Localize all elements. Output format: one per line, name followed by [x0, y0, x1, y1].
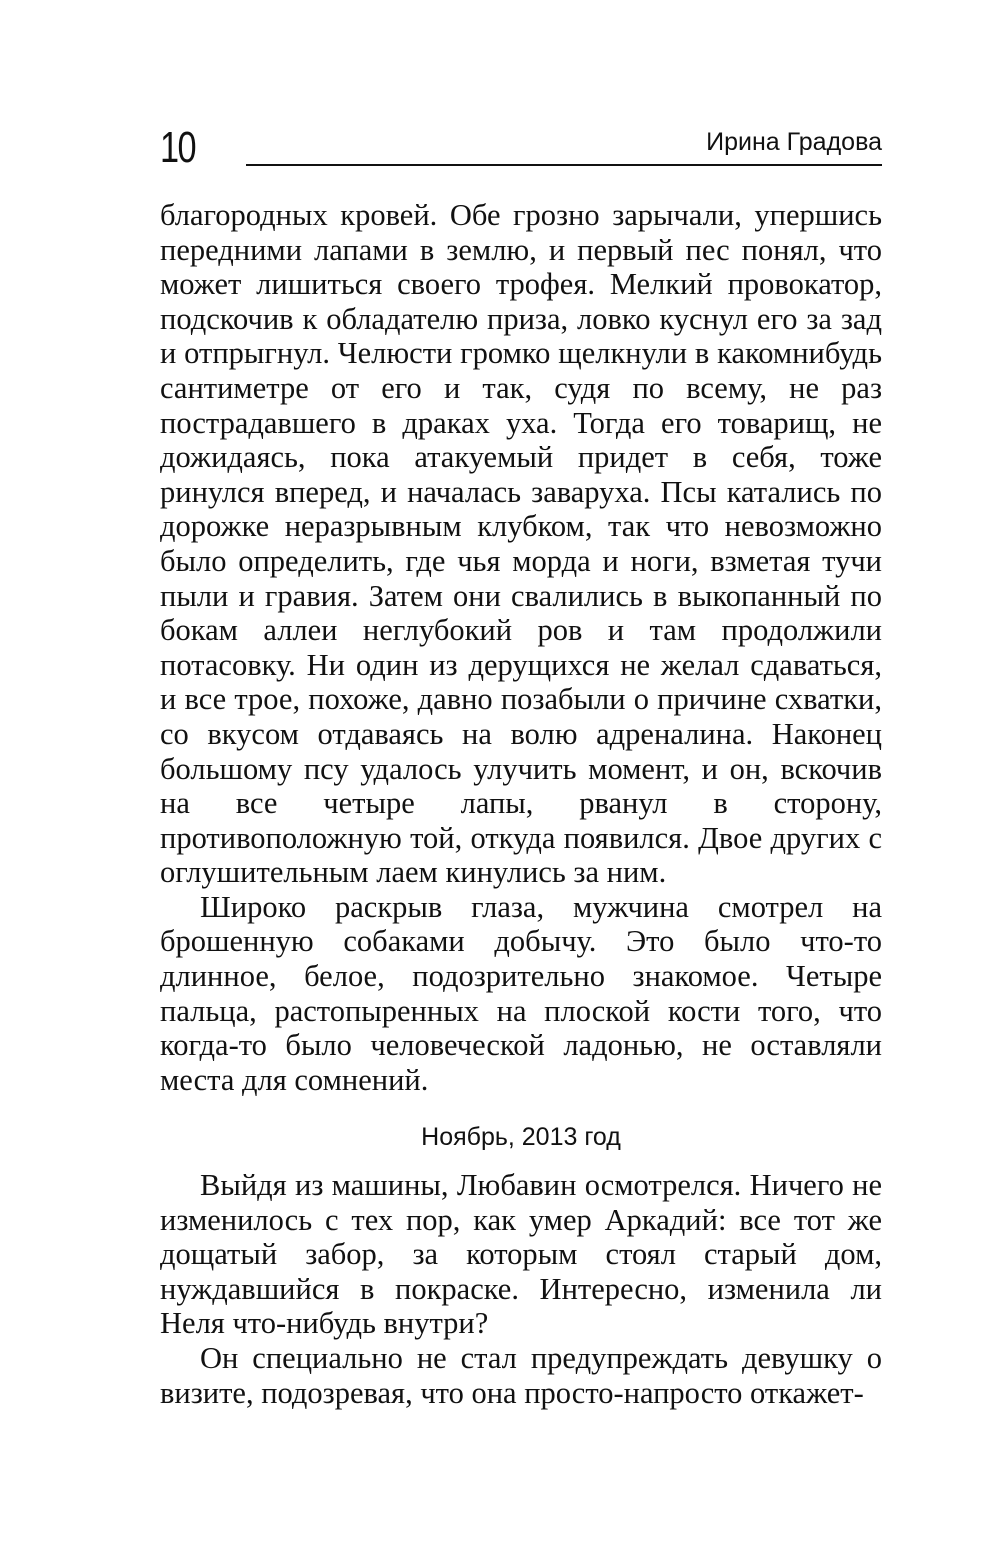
paragraph: Он специально не стал предупреждать девушку о визите, подозревая, что она просто-напросто откажет- [160, 1340, 882, 1410]
paragraph: Широко раскрыв глаза, мужчина смотрел на брошенную собаками добычу. Это было что-то длинное, белое, подозрительно знакомое. Четыре пальца, растопыренных на плоской кости того, что когда-то было человеческой ладонью, не оставляли места для сомнений. [160, 889, 882, 1097]
section-heading: Ноябрь, 2013 год [421, 1123, 621, 1151]
paragraph: Выйдя из машины, Любавин осмотрелся. Ничего не изменилось с тех пор, как умер Аркадий: все тот же дощатый забор, за которым стоял старый дом, нуждавшийся в покраске. Интересно, изменила ли Неля что-нибудь внутри? [160, 1168, 882, 1341]
page-number: 10 [160, 123, 196, 172]
paragraph: благородных кровей. Обе грозно зарычали, упершись передними лапами в землю, и первый пес понял, что может лишиться своего трофея. Мелкий провокатор, подскочив к обладателю приза, ловко куснул его за зад и отпрыгнул. Челюсти громко щелкнули в какомнибудь сантиметре от его и так, судя по всему, не раз пострадавшего в драках уха. Тогда его товарищ, не дожидаясь, пока атакуемый придет в себя, тоже ринулся вперед, и началась заваруха. Псы катались по дорожке неразрывным клубком, так что невозможно было определить, где чья морда и ноги, взметая тучи пыли и гравия. Затем они свалились в выкопанный по бокам аллеи неглубокий ров и там продолжили потасовку. Ни один из дерущихся не желал сдаваться, и все трое, похоже, давно позабыли о причине схватки, со вкусом отдаваясь на волю адреналина. Наконец большому псу удалось улучить момент, и он, вскочив на все четыре лапы, рванул в сторону, противоположную той, откуда появился. Двое других с оглушительным лаем кинулись за ним. [160, 198, 882, 890]
body-text-part-2 [160, 1168, 882, 1410]
body-text-part-1 [160, 198, 882, 1097]
running-head-author: Ирина Градова [706, 128, 882, 156]
header-rule [246, 164, 882, 166]
